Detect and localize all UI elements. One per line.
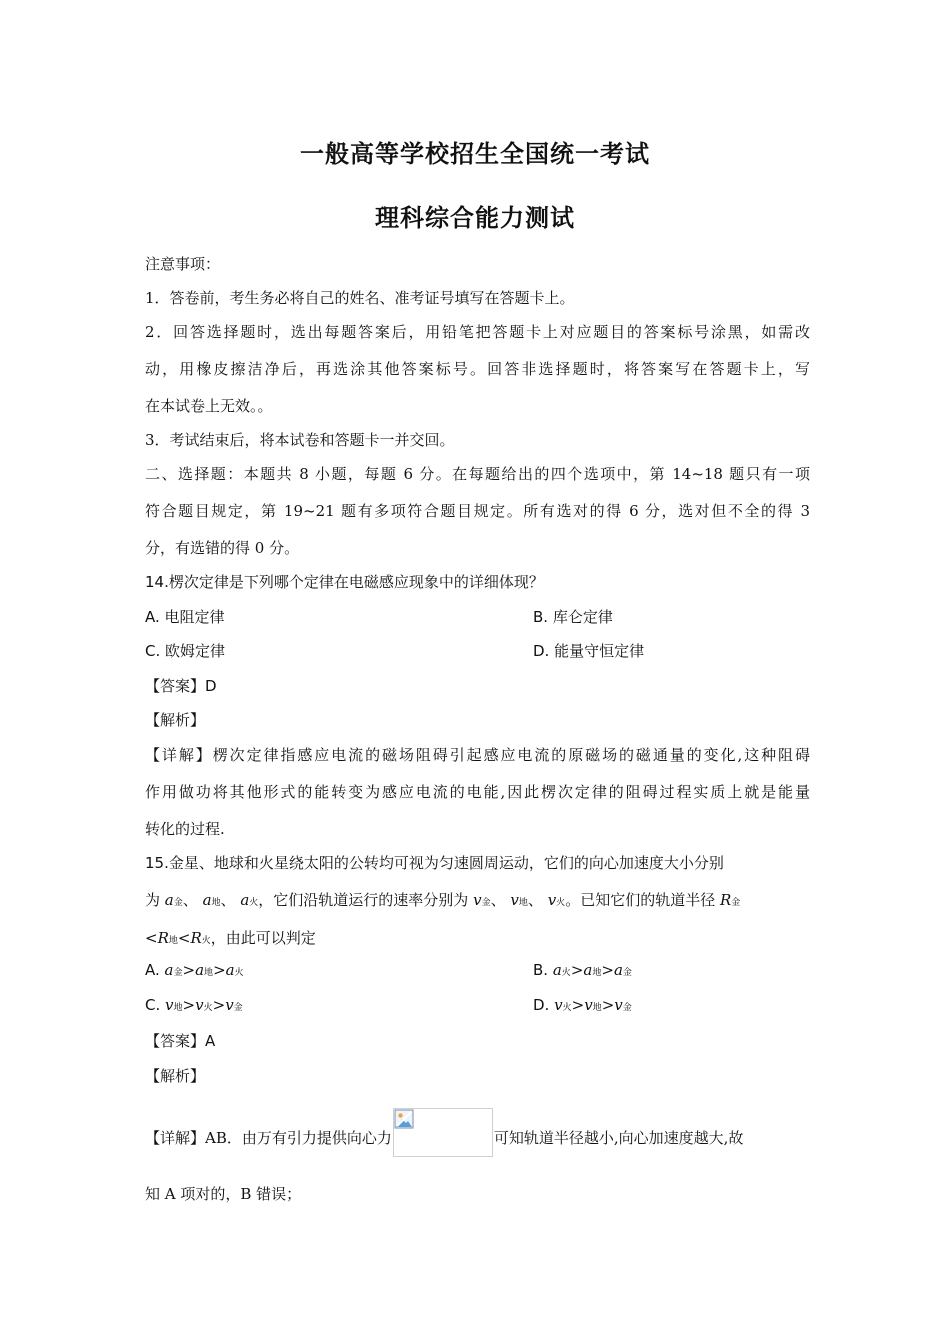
separator: 、 (220, 891, 236, 909)
symbol-v: v (195, 996, 204, 1014)
notes-heading: 注意事项： (145, 255, 221, 273)
operator: < (177, 929, 191, 947)
subscript: 火 (234, 968, 244, 978)
subscript: 火 (561, 968, 571, 978)
option-letter: B. (533, 961, 549, 979)
q14-detail-1: 【详解】楞次定律指感应电流的磁场阻碍引起感应电流的原磁场的磁通量的变化,这种阻碍 (145, 746, 810, 764)
stem-text: ，它们沿轨道运行的速率分别为 (258, 891, 469, 909)
separator: 、 (490, 891, 506, 909)
note-2-line-1: 2．回答选择题时，选出每题答案后，用铅笔把答题卡上对应题目的答案标号涂黑，如需改 (145, 323, 810, 341)
q15-stem-1 (145, 852, 810, 873)
option-letter: A. (145, 961, 160, 979)
stem-text: 为 (145, 891, 161, 909)
q15-option-c (145, 996, 243, 1014)
operator: > (570, 961, 584, 979)
q14-option-b (533, 606, 613, 627)
q14-analysis-label: 【解析】 (145, 711, 206, 729)
subscript: 金 (622, 968, 632, 978)
operator: > (182, 996, 196, 1014)
operator: > (601, 996, 615, 1014)
option-text: 能量守恒定律 (554, 642, 645, 660)
option-letter: C. (145, 642, 161, 660)
q15-option-d (533, 996, 632, 1014)
symbol-a: a (164, 961, 174, 979)
section-instructions-2: 符合题目规定，第 19~21 题有多项符合题目规定。所有选对的得 6 分，选对但不全的得 3 (145, 502, 810, 520)
q15-stem-3 (145, 927, 810, 948)
q14-option-a (145, 606, 225, 627)
symbol-a: a (202, 891, 212, 909)
note-3: 3．考试结束后，将本试卷和答题卡一并交回。 (145, 431, 455, 449)
q15-stem-text: 金星、地球和火星绕太阳的公转均可视为匀速圆周运动，它们的向心加速度大小分别 (168, 854, 724, 872)
option-text: 欧姆定律 (165, 642, 226, 660)
symbol-v: v (165, 996, 174, 1014)
q15-option-a (145, 961, 244, 979)
answer-value: D (205, 677, 217, 695)
subscript: 金 (173, 898, 183, 908)
note-2-line-3: 在本试卷上无效。。 (145, 397, 273, 415)
answer-label: 【答案】 (145, 1032, 206, 1050)
option-letter: A. (145, 608, 160, 626)
exam-subtitle: 理科综合能力测试 (375, 204, 575, 232)
symbol-r: R (190, 929, 202, 947)
symbol-a: a (613, 961, 623, 979)
separator: 、 (527, 891, 543, 909)
subscript: 火 (249, 898, 259, 908)
subscript: 地 (211, 898, 221, 908)
q15-detail-2: 知 A 项对的，B 错误； (145, 1185, 302, 1203)
detail-text: 【详解】AB．由万有引力提供向心力 (145, 1129, 392, 1147)
symbol-v: v (547, 891, 557, 909)
q14-detail-3: 转化的过程. (145, 820, 225, 838)
symbol-a: a (583, 961, 593, 979)
option-letter: B. (533, 608, 549, 626)
broken-image-icon (394, 1109, 414, 1129)
formula-image-placeholder (393, 1108, 493, 1157)
answer-value: A (205, 1032, 216, 1050)
subscript: 火 (203, 1003, 213, 1013)
q15-answer (145, 1030, 810, 1051)
symbol-v: v (554, 996, 563, 1014)
option-letter: D. (533, 642, 550, 660)
subscript: 金 (233, 1003, 243, 1013)
subscript: 地 (204, 968, 214, 978)
subscript: 火 (201, 936, 211, 946)
subscript: 金 (731, 898, 741, 908)
q15-option-b (533, 961, 632, 979)
operator: > (213, 961, 226, 979)
subscript: 地 (173, 1003, 183, 1013)
subscript: 金 (173, 968, 183, 978)
symbol-a: a (225, 961, 235, 979)
subscript: 火 (556, 898, 566, 908)
q14-answer (145, 675, 810, 696)
symbol-a: a (240, 891, 250, 909)
note-2-line-2: 动，用橡皮擦洁净后，再选涂其他答案标号。回答非选择题时，将答案写在答题卡上，写 (145, 360, 810, 378)
symbol-v: v (473, 891, 482, 909)
subscript: 金 (622, 1003, 632, 1013)
option-text: 库仑定律 (552, 608, 613, 626)
operator: > (212, 996, 226, 1014)
symbol-a: a (195, 961, 205, 979)
operator: < (145, 929, 158, 947)
symbol-r: R (719, 891, 732, 909)
stem-text: ，由此可以判定 (210, 929, 316, 947)
q14-option-d (533, 640, 644, 661)
section-instructions-1: 二、选择题：本题共 8 小题，每题 6 分。在每题给出的四个选项中，第 14~18 题只有一项 (145, 465, 810, 483)
operator: > (182, 961, 196, 979)
q14-option-c (145, 640, 225, 661)
q15-analysis-label: 【解析】 (145, 1067, 206, 1085)
q15-detail-1 (145, 1108, 810, 1157)
section-instructions-3: 分，有选错的得 0 分。 (145, 539, 300, 557)
subscript: 火 (562, 1003, 572, 1013)
q15-number: 15. (145, 854, 169, 872)
option-text: 电阻定律 (164, 608, 225, 626)
stem-text: 。已知它们的轨道半径 (565, 891, 716, 909)
detail-text: 可知轨道半径越小,向心加速度越大,故 (493, 1129, 744, 1147)
symbol-v: v (584, 996, 593, 1014)
answer-label: 【答案】 (145, 677, 206, 695)
symbol-v: v (510, 891, 519, 909)
subscript: 地 (518, 898, 528, 908)
q14-detail-2: 作用做功将其他形式的能转变为感应电流的电能,因此楞次定律的阻碍过程实质上就是能量 (145, 783, 810, 801)
option-letter: C. (145, 996, 161, 1014)
symbol-v: v (225, 996, 234, 1014)
subscript: 金 (481, 898, 491, 908)
option-letter: D. (533, 996, 550, 1014)
symbol-r: R (157, 929, 169, 947)
subscript: 地 (168, 936, 178, 946)
subscript: 地 (592, 968, 602, 978)
symbol-a: a (552, 961, 562, 979)
q14-stem: 14.楞次定律是下列哪个定律在电磁感应现象中的详细体现？ (145, 573, 544, 591)
exam-title: 一般高等学校招生全国统一考试 (300, 140, 650, 168)
operator: > (601, 961, 614, 979)
q15-stem-2 (145, 889, 810, 910)
note-1: 1．答卷前，考生务必将自己的姓名、准考证号填写在答题卡上。 (145, 289, 575, 307)
operator: > (571, 996, 585, 1014)
symbol-a: a (164, 891, 174, 909)
symbol-v: v (614, 996, 623, 1014)
separator: 、 (182, 891, 198, 909)
subscript: 地 (592, 1003, 602, 1013)
